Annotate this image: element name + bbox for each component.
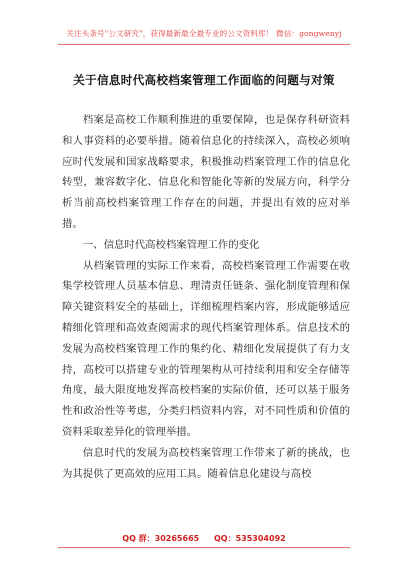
footer-qq: QQ：535304092	[214, 534, 286, 543]
footer-divider	[58, 547, 350, 548]
paragraph-changes: 从档案管理的实际工作来看，高校档案管理工作需要在收集学校管理人员基本信息、理清责任链条、强化制度管理和保障关键资料安全的基础上，详细梳理档案内容，形成能够适应精细化管理和高效查阅需求的现代档案管理体系。信息技术的发展为高校档案管理工作的集约化、精细化发展提供了有力支持，高校可以搭建专业的管理架构从可持续利用和安全存储等角度，最大限度地发挥高校档案的实际价值，还可以基于服务性和政治性等考虑，分类归档资料内容，对不同性质和价值的资料采取差异化的管理举措。	[62, 259, 350, 438]
section-heading-1: 一、信息时代高校档案管理工作的变化	[82, 238, 260, 251]
document-body	[62, 110, 350, 484]
document-title: 关于信息时代高校档案管理工作面临的问题与对策	[73, 73, 335, 87]
footer-qq-group: QQ 群：30265665	[122, 534, 200, 543]
header-divider	[58, 44, 350, 45]
paragraph-intro: 档案是高校工作顺利推进的重要保障，也是保存科研资料和人事资料的必要举措。随着信息化的持续深入，高校必须响应时代发展和国家战略要求，积极推动档案管理工作的信息化转型，兼容数字化、信息化和智能化等新的发展方向，科学分析当前高校档案管理工作存在的问题，并提出有效的应对举措。	[62, 114, 350, 230]
header-banner: 关注头条号"公文研究"，获得最新最全最专业的公文资料库！ 微信：gongwenyj	[66, 29, 342, 38]
paragraph-challenges: 信息时代的发展为高校档案管理工作带来了新的挑战，也为其提供了更高效的应用工具。随着信息化建设与高校	[62, 446, 350, 480]
footer-contact	[0, 533, 408, 544]
